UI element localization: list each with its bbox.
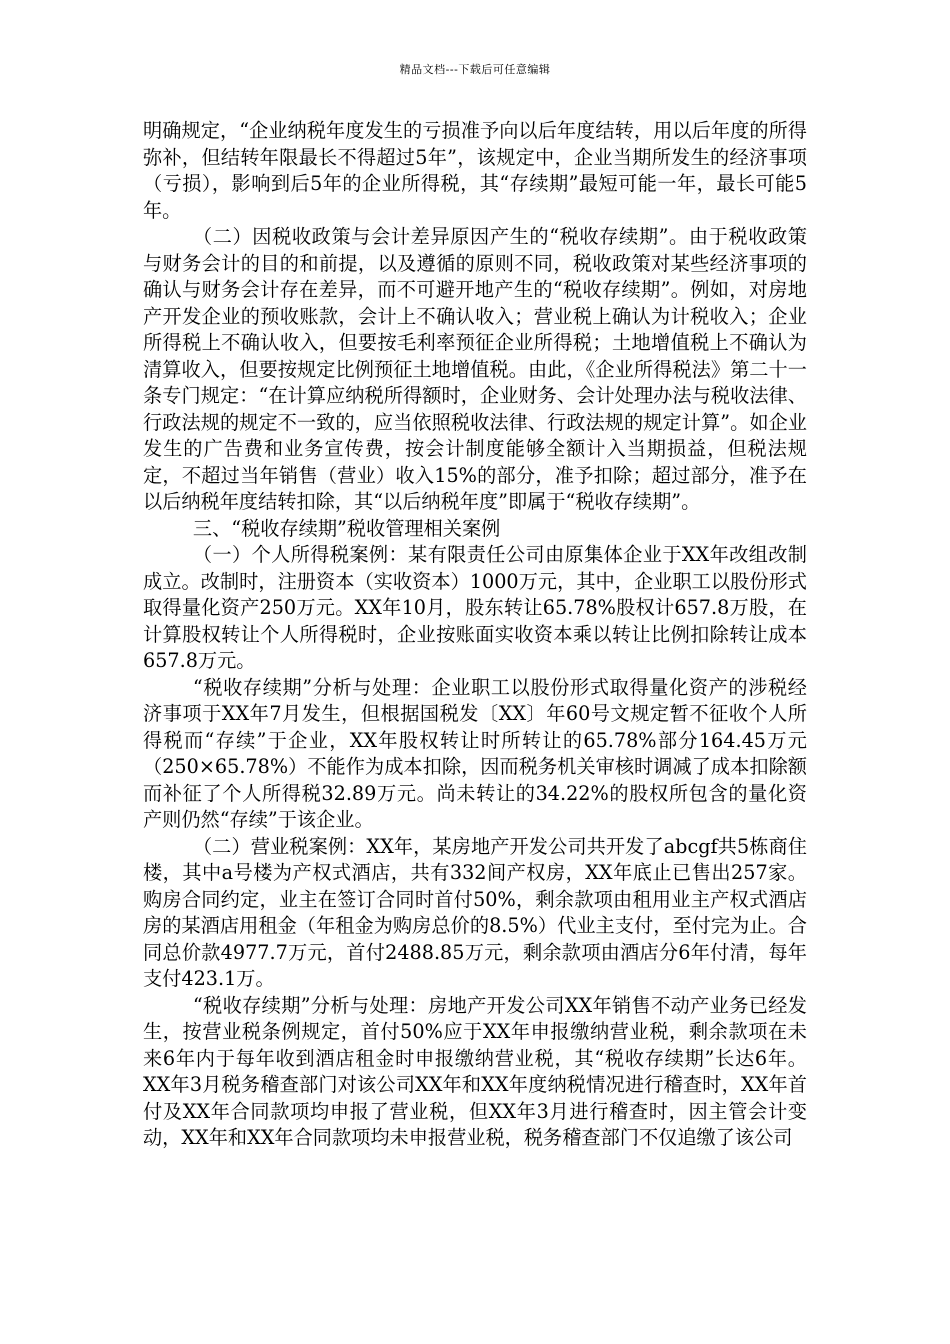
paragraph-case-1-analysis: “税收存续期”分析与处理：企业职工以股份形式取得量化资产的涉税经济事项于XX年7月发生，但根据国税发〔XX〕年60号文规定暂不征收个人所得税而“存续”于企业，XX年股权转让时所转让的65.78%部分164.45万元（250×65.78%）不能作为成本扣除，因而税务机关审核时调减了成本扣除额而补征了个人所得税32.89万元。尚未转让的34.22%的股权所包含的量化资产则仍然“存续”于该企业。 bbox=[143, 675, 807, 831]
paragraph-continuation: 明确规定，“企业纳税年度发生的亏损准予向以后年度结转，用以后年度的所得弥补，但结转年限最长不得超过5年”，该规定中，企业当期所发生的经济事项（亏损），影响到后5年的企业所得税，其“存续期”最短可能一年，最长可能5年。 bbox=[143, 119, 807, 222]
paragraph-section-2: （二）因税收政策与会计差异原因产生的“税收存续期”。由于税收政策与财务会计的目的和前提，以及遵循的原则不同，税收政策对某些经济事项的确认与财务会计存在差异，而不可避开地产生的“税收存续期”。例如，对房地产开发企业的预收账款，会计上不确认收入；营业税上确认为计税收入；企业所得税上不确认收入，但要按毛利率预征企业所得税；土地增值税上不确认为清算收入，但要按规定比例预征土地增值税。由此，《企业所得税法》第二十一条专门规定：“在计算应纳税所得额时，企业财务、会计处理办法与税收法律、行政法规的规定不一致的，应当依照税收法律、行政法规的规定计算”。如企业发生的广告费和业务宣传费，按会计制度能够全额计入当期损益，但税法规定，不超过当年销售（营业）收入15%的部分，准予扣除；超过部分，准予在以后纳税年度结转扣除，其“以后纳税年度”即属于“税收存续期”。 bbox=[143, 225, 807, 513]
section-heading-3: 三、“税收存续期”税收管理相关案例 bbox=[192, 516, 501, 540]
paragraph-case-1: （一）个人所得税案例：某有限责任公司由原集体企业于XX年改组改制成立。改制时，注册资本（实收资本）1000万元，其中，企业职工以股份形式取得量化资产250万元。XX年10月，股东转让65.78%股权计657.8万股，在计算股权转让个人所得税时，企业按账面实收资本乘以转让比例扣除转让成本657.8万元。 bbox=[143, 543, 807, 672]
page-header: 精品文档---下载后可任意编辑 bbox=[399, 63, 551, 76]
paragraph-case-2: （二）营业税案例：XX年，某房地产开发公司共开发了abcgf共5栋商住楼，其中a号楼为产权式酒店，共有332间产权房，XX年底止已售出257家。购房合同约定，业主在签订合同时首付50%，剩余款项由租用业主产权式酒店房的某酒店用租金（年租金为购房总价的8.5%）代业主支付，至付完为止。合同总价款4977.7万元，首付2488.85万元，剩余款项由酒店分6年付清，每年支付423.1万。 bbox=[143, 834, 807, 990]
paragraph-case-2-analysis: “税收存续期”分析与处理：房地产开发公司XX年销售不动产业务已经发生，按营业税条例规定，首付50%应于XX年申报缴纳营业税，剩余款项在未来6年内于每年收到酒店租金时申报缴纳营业税，其“税收存续期”长达6年。XX年3月税务稽查部门对该公司XX年和XX年度纳税情况进行稽查时，XX年首付及XX年合同款项均申报了营业税，但XX年3月进行稽查时，因主管会计变动，XX年和XX年合同款项均未申报营业税，税务稽查部门不仅追缴了该公司 bbox=[143, 993, 807, 1149]
document-body bbox=[143, 118, 807, 1152]
